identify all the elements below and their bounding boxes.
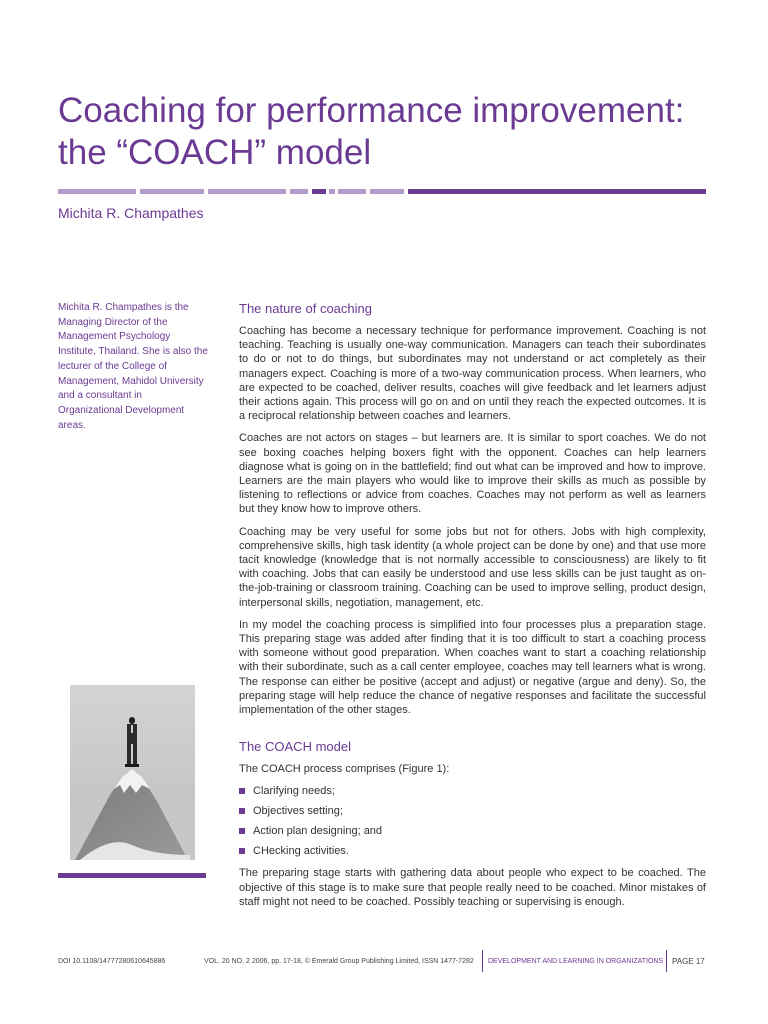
title-line-1: Coaching for performance improvement: <box>58 91 685 130</box>
bullet-square-icon <box>239 808 245 814</box>
rule-segment <box>290 189 308 194</box>
bullet-square-icon <box>239 848 245 854</box>
rule-segment <box>338 189 366 194</box>
bullet-square-icon <box>239 788 245 794</box>
rule-segment <box>312 189 326 194</box>
rule-segment <box>140 189 204 194</box>
list-item: Objectives setting; <box>239 804 706 818</box>
paragraph: Coaching may be very useful for some jobs but not for others. Jobs with high complexity, comprehensive skills, high task identity (a whole project can be done by one) and that use more tacit knowledge (knowledge that is not normally accessible to consciousness) are likely to fit with coaching. Jobs that can easily be understood and use less skills can be just taught as on-the-job-training or classroom training. Coaching can be used to improve selling, product design, interpersonal skills, negotiation, management, etc. <box>239 525 706 609</box>
section-heading: The COACH model <box>239 739 351 755</box>
footer-divider <box>482 950 483 972</box>
page-footer <box>0 950 768 972</box>
rule-segment <box>370 189 404 194</box>
author-bio: Michita R. Champathes is the Managing Director of the Management Psychology Institute, Thailand. She is also the lecturer of the College of Management, Mahidol University and a consultant in Organizational Development areas. <box>58 302 208 431</box>
title-line-2: the “COACH” model <box>58 133 372 172</box>
rule-segment <box>208 189 286 194</box>
section-heading: The nature of coaching <box>239 301 372 316</box>
list-item: Clarifying needs; <box>239 784 706 798</box>
rule-segment <box>408 189 706 194</box>
bullet-square-icon <box>239 828 245 834</box>
paragraph: Coaches are not actors on stages – but learners are. It is similar to sport coaches. We do not see boxing coaches helping boxers fight with the opponent. Coaches can help learners diagnose what is going on in the battlefield; find out what can be improved and how to improve. Learners are the main players who would like to improve their skills as much as possible by listening to reflections or advice from coaches. Coaches may not perform as well as learners but they know how to improve others. <box>239 432 706 516</box>
paragraph: The COACH process comprises (Figure 1): <box>239 763 450 776</box>
illustration-rule <box>58 873 206 878</box>
footer-divider <box>666 950 667 972</box>
doi: DOI 10.1108/14777280610645886 <box>58 958 166 965</box>
paragraph: In my model the coaching process is simplified into four processes plus a preparation stage. This preparing stage was added after finding that it is too difficult to start a coaching process with someone without good preparation. When coaches want to start a coaching relationship with their subordinate, such as a call center employee, coaches may tell learners what is wrong. The response can either be positive (accept and adjust) or negative (argue and deny). So, the preparing stage will help reduce the chance of negative responses and facilitate the successful implementation of the other stages. <box>239 618 706 717</box>
article-body <box>239 301 706 917</box>
mountain-summit-illustration <box>70 685 195 860</box>
citation: VOL. 20 NO. 2 2006, pp. 17-18, © Emerald Group Publishing Limited, ISSN 1477-7282 <box>204 958 474 965</box>
paragraph: The preparing stage starts with gathering data about people who expect to be coached. The objective of this stage is to make sure that people really need to be coached. Minor mistakes of staff might not need to be coached. Possibly teaching or supervising is enough. <box>239 867 706 908</box>
coach-process-list <box>239 784 706 858</box>
journal-name: DEVELOPMENT AND LEARNING IN ORGANIZATIONS <box>488 958 664 965</box>
list-item: CHecking activities. <box>239 844 706 858</box>
article-title <box>58 90 718 174</box>
rule-segment <box>329 189 335 194</box>
rule-segment <box>58 189 136 194</box>
list-item: Action plan designing; and <box>239 824 706 838</box>
page-number: PAGE 17 <box>672 957 705 966</box>
author-name: Michita R. Champathes <box>58 205 204 221</box>
paragraph: Coaching has become a necessary technique for performance improvement. Coaching is not teaching. Teaching is usually one-way communication. Managers can teach their subordinates to do or not to do things, but subordinates may not understand or act completely as their managers expect. Coaching is more of a two-way communication process. When learners, who are expected to be coached, deliver results, coaches will give feedback and let learners adjust their actions again. This process will go on and on until they reach the expected outcomes. It is a reciprocal relationship between coaches and learners. <box>239 325 706 423</box>
